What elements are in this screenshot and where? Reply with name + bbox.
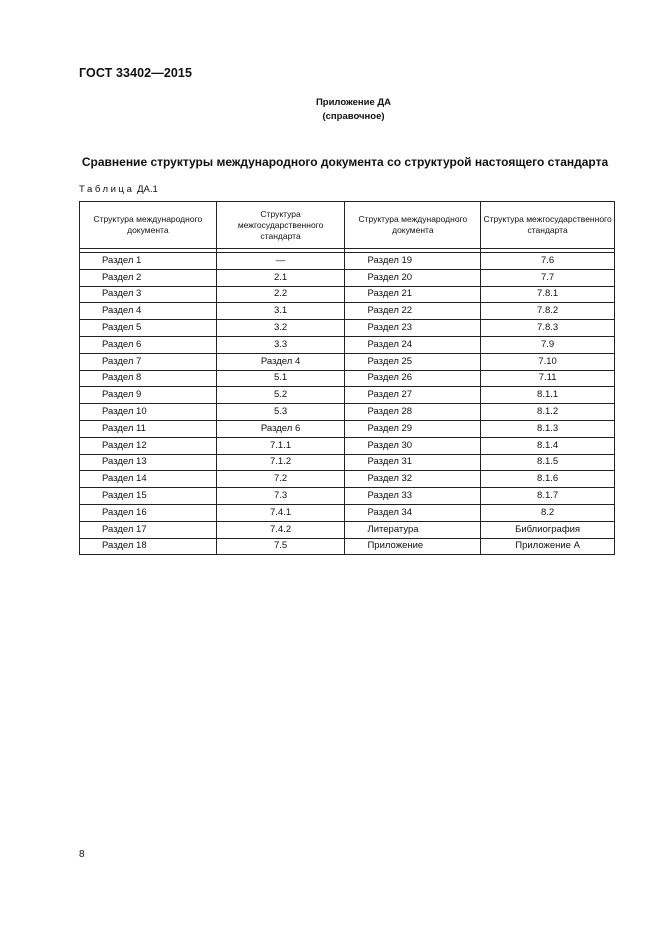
international-section-right: Раздел 26 <box>345 370 481 387</box>
table-row <box>80 538 615 555</box>
interstate-section-left: 3.2 <box>216 320 345 337</box>
table-body <box>80 253 615 555</box>
table-row <box>80 471 615 488</box>
appendix-title: Приложение ДА <box>315 97 392 108</box>
interstate-section-right: 7.11 <box>481 370 615 387</box>
international-section-right: Раздел 34 <box>345 504 481 521</box>
international-section-left: Раздел 6 <box>80 336 217 353</box>
interstate-section-right: 8.1.2 <box>481 404 615 421</box>
international-section-right: Раздел 30 <box>345 437 481 454</box>
international-section-left: Раздел 15 <box>80 488 217 505</box>
interstate-section-right: 8.2 <box>481 504 615 521</box>
table-row <box>80 253 615 270</box>
table-row <box>80 353 615 370</box>
comparison-table <box>79 201 615 555</box>
appendix-subtitle: (справочное) <box>322 111 385 122</box>
interstate-section-left: 7.4.1 <box>216 504 345 521</box>
table-row <box>80 488 615 505</box>
interstate-section-right: 7.8.2 <box>481 303 615 320</box>
interstate-section-right: 8.1.6 <box>481 471 615 488</box>
standard-code-header: ГОСТ 33402—2015 <box>79 66 193 80</box>
header-interstate-structure-right: Структура межгосударственного стандарта <box>481 202 615 249</box>
interstate-section-left: 2.1 <box>216 269 345 286</box>
international-section-right: Раздел 32 <box>345 471 481 488</box>
international-section-right: Приложение <box>345 538 481 555</box>
international-section-left: Раздел 9 <box>80 387 217 404</box>
international-section-left: Раздел 7 <box>80 353 217 370</box>
international-section-left: Раздел 11 <box>80 420 217 437</box>
international-section-right: Раздел 19 <box>345 253 481 270</box>
table-caption-number: ДА.1 <box>137 184 158 195</box>
table-row <box>80 437 615 454</box>
interstate-section-left: 7.2 <box>216 471 345 488</box>
international-section-right: Литература <box>345 521 481 538</box>
interstate-section-left: 5.3 <box>216 404 345 421</box>
international-section-left: Раздел 1 <box>80 253 217 270</box>
table-row <box>80 336 615 353</box>
international-section-left: Раздел 10 <box>80 404 217 421</box>
interstate-section-left: 3.3 <box>216 336 345 353</box>
international-section-right: Раздел 24 <box>345 336 481 353</box>
table-row <box>80 420 615 437</box>
international-section-right: Раздел 27 <box>345 387 481 404</box>
international-section-left: Раздел 13 <box>80 454 217 471</box>
international-section-left: Раздел 2 <box>80 269 217 286</box>
interstate-section-left: Раздел 6 <box>216 420 345 437</box>
interstate-section-right: 8.1.1 <box>481 387 615 404</box>
interstate-section-right: 7.9 <box>481 336 615 353</box>
interstate-section-right: Библиография <box>481 521 615 538</box>
international-section-right: Раздел 22 <box>345 303 481 320</box>
interstate-section-left: 7.4.2 <box>216 521 345 538</box>
international-section-left: Раздел 3 <box>80 286 217 303</box>
interstate-section-left: 3.1 <box>216 303 345 320</box>
interstate-section-left: 7.1.1 <box>216 437 345 454</box>
international-section-left: Раздел 8 <box>80 370 217 387</box>
appendix-heading <box>0 96 661 124</box>
header-international-structure-right: Структура международного документа <box>345 202 481 249</box>
international-section-right: Раздел 33 <box>345 488 481 505</box>
interstate-section-right: 8.1.5 <box>481 454 615 471</box>
interstate-section-right: Приложение А <box>481 538 615 555</box>
interstate-section-left: 2.2 <box>216 286 345 303</box>
interstate-section-right: 8.1.7 <box>481 488 615 505</box>
interstate-section-left: 7.1.2 <box>216 454 345 471</box>
document-title: Сравнение структуры международного документа со структурой настоящего стандарта <box>81 155 609 169</box>
table-row <box>80 404 615 421</box>
table-caption-prefix: Таблица <box>79 184 135 195</box>
interstate-section-left: 7.5 <box>216 538 345 555</box>
table-row <box>80 303 615 320</box>
table-row <box>80 521 615 538</box>
table-row <box>80 370 615 387</box>
international-section-left: Раздел 16 <box>80 504 217 521</box>
page-number: 8 <box>79 849 85 860</box>
interstate-section-right: 8.1.4 <box>481 437 615 454</box>
international-section-left: Раздел 14 <box>80 471 217 488</box>
header-international-structure-left: Структура международного документа <box>80 202 217 249</box>
interstate-section-right: 8.1.3 <box>481 420 615 437</box>
international-section-right: Раздел 20 <box>345 269 481 286</box>
international-section-left: Раздел 12 <box>80 437 217 454</box>
table-row <box>80 454 615 471</box>
international-section-left: Раздел 4 <box>80 303 217 320</box>
international-section-right: Раздел 29 <box>345 420 481 437</box>
table-row <box>80 269 615 286</box>
interstate-section-left: 5.1 <box>216 370 345 387</box>
international-section-right: Раздел 28 <box>345 404 481 421</box>
table-row <box>80 387 615 404</box>
interstate-section-left: 5.2 <box>216 387 345 404</box>
interstate-section-right: 7.10 <box>481 353 615 370</box>
interstate-section-left: 7.3 <box>216 488 345 505</box>
international-section-right: Раздел 25 <box>345 353 481 370</box>
international-section-left: Раздел 18 <box>80 538 217 555</box>
international-section-right: Раздел 21 <box>345 286 481 303</box>
interstate-section-left: Раздел 4 <box>216 353 345 370</box>
international-section-right: Раздел 23 <box>345 320 481 337</box>
interstate-section-right: 7.6 <box>481 253 615 270</box>
interstate-section-right: 7.8.3 <box>481 320 615 337</box>
interstate-section-left: — <box>216 253 345 270</box>
interstate-section-right: 7.7 <box>481 269 615 286</box>
international-section-right: Раздел 31 <box>345 454 481 471</box>
international-section-left: Раздел 17 <box>80 521 217 538</box>
table-caption <box>79 184 158 195</box>
international-section-left: Раздел 5 <box>80 320 217 337</box>
header-interstate-structure-left: Структура межгосударственного стандарта <box>216 202 345 249</box>
table-header-row <box>80 202 615 249</box>
interstate-section-right: 7.8.1 <box>481 286 615 303</box>
table-row <box>80 320 615 337</box>
table-row <box>80 286 615 303</box>
table-row <box>80 504 615 521</box>
